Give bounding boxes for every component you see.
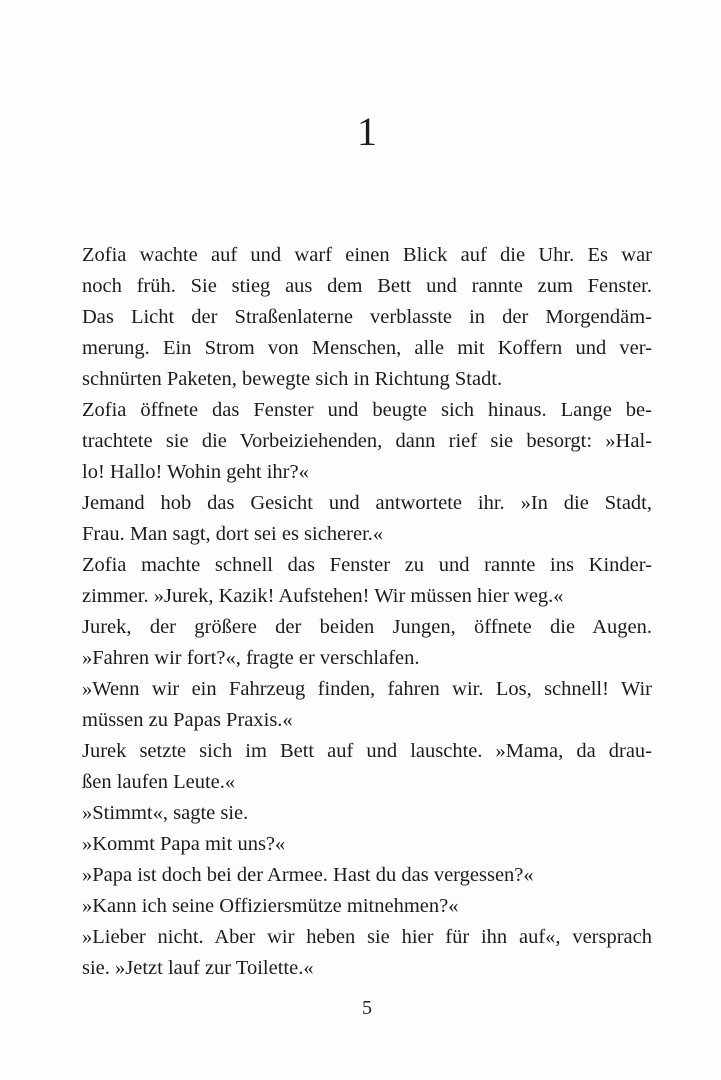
text-line: schnürten Paketen, bewegte sich in Richtung Stadt. — [82, 368, 503, 390]
text-line: ßen laufen Leute.« — [82, 771, 236, 793]
text-line: »Papa ist doch bei der Armee. Hast du das vergessen?« — [82, 864, 534, 886]
page-number: 5 — [362, 997, 372, 1019]
text-line: lo! Hallo! Wohin geht ihr?« — [82, 461, 309, 483]
chapter-number: 1 — [357, 109, 377, 154]
text-line: Zofia öffnete das Fenster und beugte sich hinaus. Lange be- — [82, 399, 652, 421]
text-line: Zofia machte schnell das Fenster zu und rannte ins Kinder- — [82, 554, 652, 576]
text-line: trachtete sie die Vorbeiziehenden, dann rief sie besorgt: »Hal- — [82, 430, 652, 452]
text-line: Jurek, der größere der beiden Jungen, öffnete die Augen. — [82, 616, 652, 638]
text-line: Zofia wachte auf und warf einen Blick auf die Uhr. Es war — [82, 244, 652, 266]
text-line: zimmer. »Jurek, Kazik! Aufstehen! Wir müssen hier weg.« — [82, 585, 564, 607]
text-line: merung. Ein Strom von Menschen, alle mit Koffern und ver- — [82, 337, 652, 359]
text-line: Frau. Man sagt, dort sei es sicherer.« — [82, 523, 384, 545]
text-line: »Kann ich seine Offiziersmütze mitnehmen?« — [82, 895, 459, 917]
text-line: müssen zu Papas Praxis.« — [82, 709, 293, 731]
text-line: Jurek setzte sich im Bett auf und lauschte. »Mama, da drau- — [82, 740, 652, 762]
text-line: »Stimmt«, sagte sie. — [82, 802, 249, 824]
text-line: »Lieber nicht. Aber wir heben sie hier für ihn auf«, versprach — [82, 926, 652, 948]
text-line: »Kommt Papa mit uns?« — [82, 833, 286, 855]
text-line: »Fahren wir fort?«, fragte er verschlafen. — [82, 647, 420, 669]
text-line: Das Licht der Straßenlaterne verblasste in der Morgendäm- — [82, 306, 652, 328]
body-text — [82, 240, 652, 984]
text-line: sie. »Jetzt lauf zur Toilette.« — [82, 957, 314, 979]
text-line: Jemand hob das Gesicht und antwortete ihr. »In die Stadt, — [82, 492, 652, 514]
text-line: »Wenn wir ein Fahrzeug finden, fahren wir. Los, schnell! Wir — [82, 678, 652, 700]
text-line: noch früh. Sie stieg aus dem Bett und rannte zum Fenster. — [82, 275, 652, 297]
